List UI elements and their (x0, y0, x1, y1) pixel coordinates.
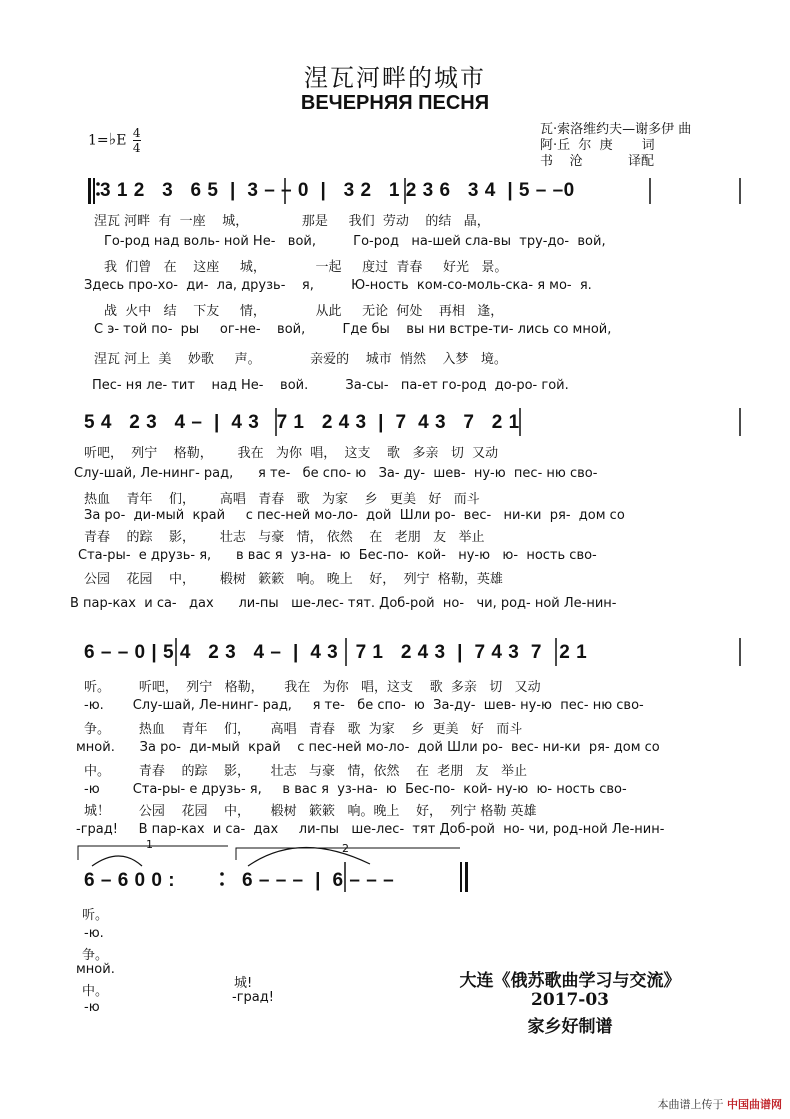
lyrics-row-3-verse-5: 中。 青春 的踪 影， 壮志 与豪 情，依然 在 老朋 友 举止 (84, 764, 528, 779)
lyrics-row-3-verse-8: -град! В пар-ках и са- дах ли-пы ше-лес- тят Доб-рой но- чи, род-ной Ле-нин- (76, 822, 665, 837)
notes-row-3: 6 – – 0 | 5 4 2 3 4 – | 4 3 7 1 2 4 3 | 7 4 3 7 2 1 (84, 642, 588, 663)
lyrics-row-1-verse-5: 战 火中 结 下友 情， 从此 无论 何处 再相 逢， (104, 304, 504, 319)
lyrics-row-1-verse-1: 涅瓦 河畔 有 一座 城， 那是 我们 劳动 的结 晶， (94, 214, 490, 229)
credit-translator: 书 沧 译配 (540, 154, 654, 169)
flat-icon: ♭ (108, 129, 117, 149)
notes-row-2: 5 4 2 3 4 – | 4 3 7 1 2 4 3 | 7 4 3 7 2 1 (84, 412, 520, 433)
lyrics-row-3-verse-4: мной. За ро- ди-мый край с пес-ней мо-ло- дой Шли ро- вес- ни-ки ря- дом со (76, 740, 660, 755)
credit-composer: 瓦·索洛维约夫—谢多伊 曲 (540, 122, 692, 137)
ending-lyric-3: 争。 (82, 948, 109, 963)
lyrics-row-2-verse-5: 青春 的踪 影， 壮志 与豪 情， 依然 在 老朋 友 举止 (84, 530, 485, 545)
end-lyric-1: 城! (234, 976, 253, 991)
ending-notes-2: 6 – – – | 6 – – – (242, 870, 395, 891)
lyrics-row-1-verse-7: 涅瓦 河上 美 妙歌 声。 亲爱的 城市 悄然 入梦 境。 (94, 352, 507, 367)
key-note: E (116, 132, 127, 149)
volta-1-label: 1 (146, 838, 153, 851)
lyrics-row-1-verse-2: Го-род над воль- ной Не- вой, Го-род на-шей сла-вы тру-до- вой, (104, 234, 606, 249)
time-top: 4 (132, 126, 141, 140)
lyrics-row-2-verse-4: За ро- ди-мый край с пес-ней мо-ло- дой Шли ро- вес- ни-ки ря- дом со (84, 508, 625, 523)
ending-lyric-4: мной. (76, 962, 115, 977)
lyrics-row-1-verse-3: 我 们曾 在 这座 城， 一起 度过 青春 好光 景。 (104, 260, 508, 275)
volta-2-label: 2 (342, 842, 349, 855)
site-logo-text: 中国曲谱网 (727, 1098, 782, 1111)
lyrics-row-2-verse-3: 热血 青年 们， 高唱 青春 歌 为家 乡 更美 好 而斗 (84, 492, 480, 507)
credit-lyricist: 阿·丘 尔 庚 词 (540, 138, 655, 153)
lyrics-row-2-verse-7: 公园 花园 中， 椴树 簌簌 响。 晚上 好， 列宁 格勒，英雄 (84, 572, 503, 587)
time-bottom: 4 (132, 141, 141, 155)
lyrics-row-2-verse-6: Ста-ры- е друзь- я, в вас я уз-на- ю Бес-по- кой- ну-ю ю- ность сво- (78, 548, 597, 563)
lyrics-row-2-verse-8: В пар-ках и са- дах ли-пы ше-лес- тят. Доб-рой но- чи, род- ной Ле-нин- (70, 596, 617, 611)
ending-lyric-5: 中。 (82, 984, 109, 999)
footer-author: 家乡好制谱 (527, 1017, 613, 1037)
ending-notes-1: 6 – 6 0 0 : (84, 870, 176, 891)
lyrics-row-2-verse-1: 听吧， 列宁 格勒， 我在 为你 唱， 这支 歌 多亲 切 又动 (84, 446, 499, 461)
lyrics-row-2-verse-2: Слу-шай, Ле-нинг- рад, я те- бе спо- ю За- ду- шев- ну-ю пес- ню сво- (74, 466, 598, 481)
lyrics-row-1-verse-6: С э- той по- ры ог-не- вой, Где бы вы ни встре-ти- лись со мной, (94, 322, 612, 337)
footer-source: 大连《俄苏歌曲学习与交流》 (459, 971, 681, 991)
title-russian: ВЕЧЕРНЯЯ ПЕСНЯ (300, 92, 490, 114)
lyrics-row-3-verse-2: -ю. Слу-шай, Ле-нинг- рад, я те- бе спо- ю За-ду- шев- ну-ю пес- ню сво- (84, 698, 644, 713)
lyrics-row-1-verse-8: Пес- ня ле- тит над Не- вой. За-сы- па-ет го-род до-ро- гой. (92, 378, 569, 393)
ending-lyric-6: -ю (84, 1000, 100, 1015)
key-prefix: 1= (88, 132, 109, 149)
end-lyric-2: -град! (232, 990, 274, 1005)
lyrics-row-3-verse-3: 争。 热血 青年 们， 高唱 青春 歌 为家 乡 更美 好 而斗 (84, 722, 523, 737)
lyrics-row-3-verse-6: -ю Ста-ры- е друзь- я, в вас я уз-на- ю Бес-по- кой- ну-ю ю- ность сво- (84, 782, 627, 797)
upload-text: 本曲谱上传于 (657, 1098, 724, 1111)
lyrics-row-1-verse-4: Здесь про-хо- ди- ла, друзь- я, Ю-ность ком-со-моль-ска- я мо- я. (84, 278, 592, 293)
ending-lyric-2: -ю. (84, 926, 104, 941)
notes-row-1: 3 1 2 3 6 5 | 3 – – 0 | 3 2 1 2 3 6 3 4 | 5 – –0 (100, 180, 575, 201)
lyrics-row-3-verse-7: 城！ 公园 花园 中， 椴树 簌簌 响。晚上 好， 列宁 格勒 英雄 (84, 804, 537, 819)
lyrics-row-3-verse-1: 听。 听吧， 列宁 格勒， 我在 为你 唱，这支 歌 多亲 切 又动 (84, 680, 541, 695)
footer-date: 2017-03 (530, 990, 610, 1010)
ending-lyric-1: 听。 (82, 908, 109, 923)
title-chinese: 涅瓦河畔的城市 (304, 64, 486, 92)
